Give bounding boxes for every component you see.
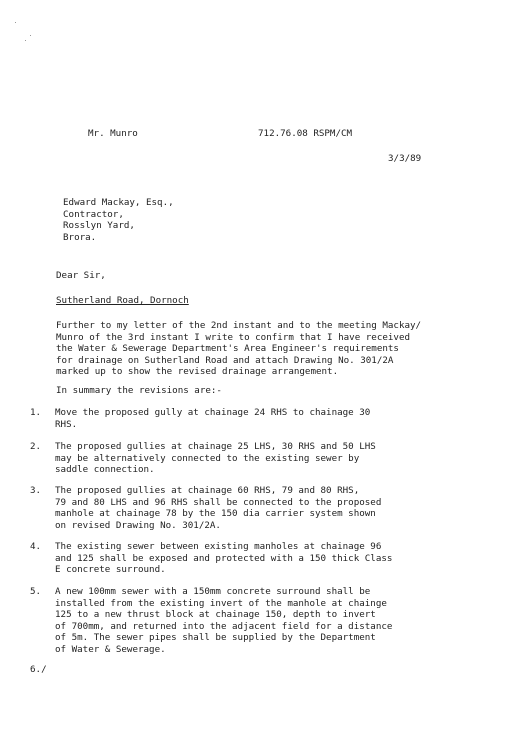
item-line: The proposed gullies at chainage 60 RHS, 79 and 80 RHS, bbox=[55, 485, 360, 496]
paragraph-line: marked up to show the revised drainage arrangement. bbox=[56, 366, 339, 377]
file-reference: 712.76.08 RSPM/CM bbox=[258, 128, 353, 139]
item-line: and 125 shall be exposed and protected with a 150 thick Class bbox=[55, 552, 393, 564]
item-line: of 5m. The sewer pipes shall be supplied by the Department bbox=[55, 632, 376, 643]
item-number: 5. bbox=[30, 586, 42, 597]
item-line: The proposed gullies at chainage 25 LHS, 30 RHS and 50 LHS bbox=[55, 441, 376, 452]
address-line: Contractor, bbox=[63, 208, 124, 220]
paragraph-line: Further to my letter of the 2nd instant and to the meeting Mackay/ bbox=[56, 320, 422, 331]
item-number: 2. bbox=[30, 441, 42, 452]
item-line: of Water & Sewerage. bbox=[55, 643, 166, 655]
salutation: Dear Sir, bbox=[56, 270, 106, 281]
address-line: Rosslyn Yard, bbox=[63, 220, 135, 231]
sender-name: Mr. Munro bbox=[88, 128, 138, 139]
intro-paragraph bbox=[56, 320, 421, 378]
subject-heading: Sutherland Road, Dornoch bbox=[56, 295, 189, 306]
item-number: 4. bbox=[30, 541, 42, 552]
letter-date: 3/3/89 bbox=[388, 153, 422, 164]
item-line: The existing sewer between existing manholes at chainage 96 bbox=[55, 541, 382, 552]
scan-speck bbox=[30, 35, 31, 36]
item-number: 3. bbox=[30, 485, 42, 496]
item-line: 125 to a new thrust block at chainage 150, depth to invert bbox=[55, 609, 376, 620]
address-line: Brora. bbox=[63, 231, 97, 243]
item-line: 79 and 80 LHS and 96 RHS shall be connected to the proposed bbox=[55, 496, 382, 508]
recipient-address bbox=[63, 197, 174, 243]
paragraph-line: Munro of the 3rd instant I write to confirm that I have received bbox=[56, 331, 411, 343]
item-text bbox=[55, 586, 392, 655]
item-text bbox=[55, 541, 392, 576]
scan-speck bbox=[25, 40, 26, 41]
item-text bbox=[55, 441, 376, 476]
item-line: may be alternatively connected to the existing sewer by bbox=[55, 452, 360, 464]
item-line: saddle connection. bbox=[55, 464, 155, 475]
summary-intro: In summary the revisions are:- bbox=[56, 385, 222, 396]
item-number: 1. bbox=[30, 407, 42, 418]
item-line: manhole at chainage 78 by the 150 dia carrier system shown bbox=[55, 508, 376, 519]
item-text bbox=[55, 485, 381, 531]
item-line: of 700mm, and returned into the adjacent field for a distance bbox=[55, 620, 393, 632]
paragraph-line: for drainage on Sutherland Road and attach Drawing No. 301/2A bbox=[56, 354, 394, 366]
item-line: Move the proposed gully at chainage 24 RHS to chainage 30 bbox=[55, 407, 371, 418]
item-line: RHS. bbox=[55, 418, 78, 430]
page-continuation: 6./ bbox=[30, 664, 47, 675]
paragraph-line: the Water & Sewerage Department's Area Engineer's requirements bbox=[56, 343, 399, 354]
address-line: Edward Mackay, Esq., bbox=[63, 197, 174, 208]
item-line: on revised Drawing No. 301/2A. bbox=[55, 519, 221, 531]
scan-speck bbox=[15, 22, 16, 23]
item-line: E concrete surround. bbox=[55, 564, 166, 575]
item-text bbox=[55, 407, 370, 430]
item-line: installed from the existing invert of the manhole at chainge bbox=[55, 597, 387, 609]
item-line: A new 100mm sewer with a 150mm concrete surround shall be bbox=[55, 586, 371, 597]
